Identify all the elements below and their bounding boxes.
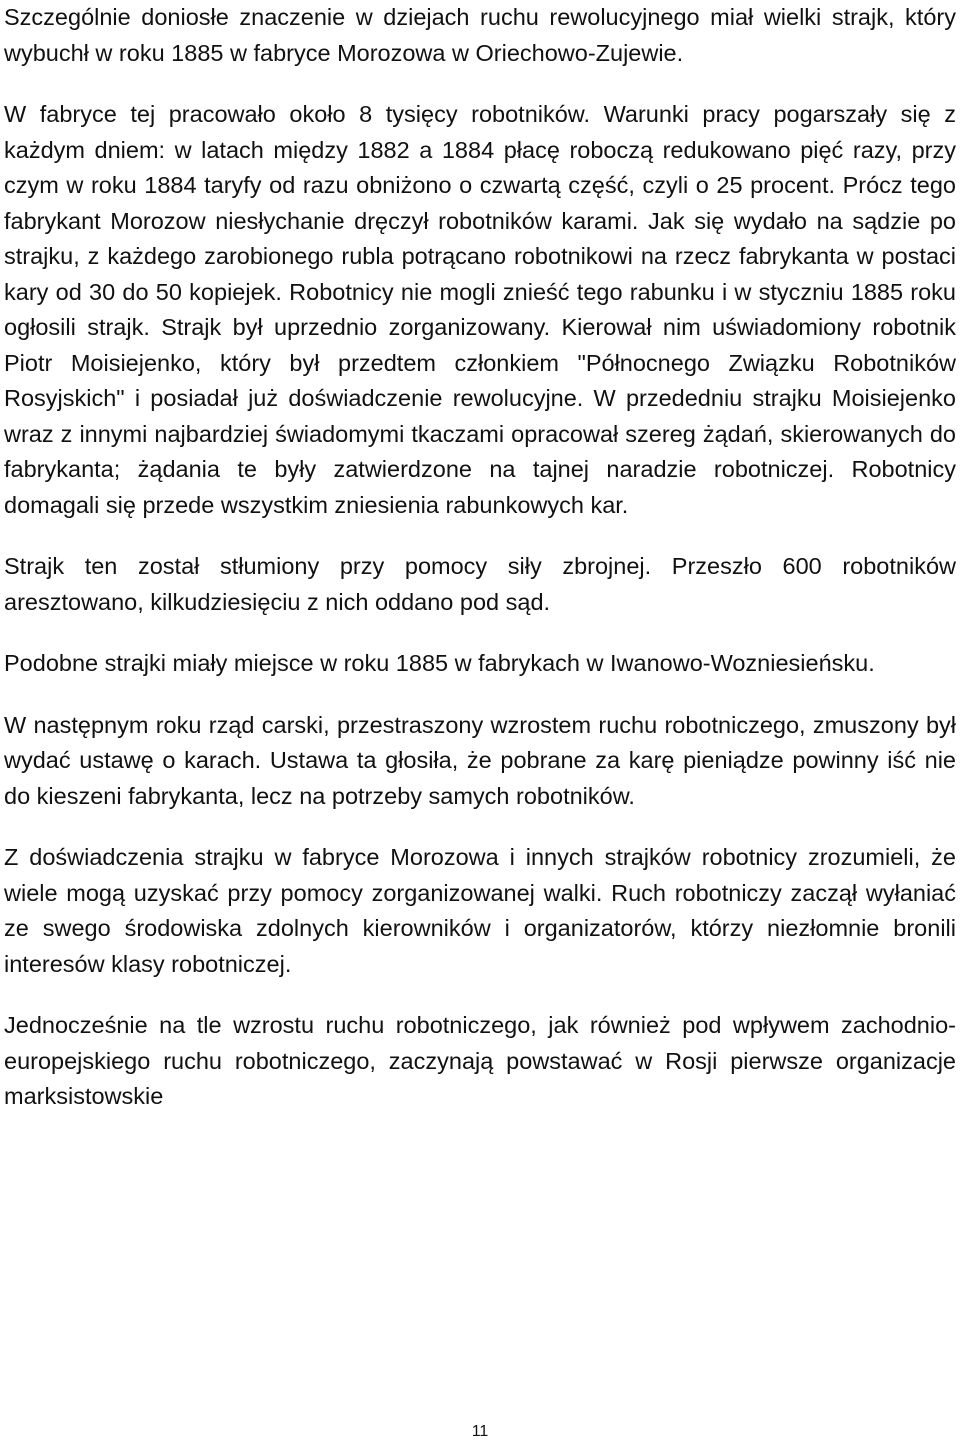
paragraph-gap (4, 682, 956, 708)
paragraph-gap (4, 814, 956, 840)
paragraph-marxist-organizations: Jednocześnie na tle wzrostu ruchu robotniczego, jak również pod wpływem zachodnio-europejskiego ruchu robotniczego, zaczynają powstawać w Rosji pierwsze organizacje marksistowskie (4, 1012, 956, 1109)
paragraph-organized-struggle: Z doświadczenia strajku w fabryce Morozowa i innych strajków robotnicy zrozumieli, że wiele mogą uzyskać przy pomocy zorganizowanej walki. Ruch robotniczy zaczął wyłaniać ze swego środowiska zdolnych kierowników i organizatorów, którzy niezłomnie bronili interesów klasy robotniczej. (4, 844, 956, 977)
paragraph-gap (4, 982, 956, 1008)
document-page (4, 0, 956, 1115)
paragraph-gap (4, 71, 956, 97)
paragraph-similar-strikes: Podobne strajki miały miejsce w roku 1885 w fabrykach w Iwanowo-Wozniesieńsku. (4, 650, 875, 676)
paragraph-morozov-strike-intro: Szczególnie doniosłe znaczenie w dziejach ruchu rewolucyjnego miał wielki strajk, który wybuchł w roku 1885 w fabryce Morozowa w Oriechowo-Zujewie. (4, 4, 956, 66)
paragraph-strike-suppressed: Strajk ten został stłumiony przy pomocy siły zbrojnej. Przeszło 600 robotników aresztowano, kilkudziesięciu z nich oddano pod sąd. (4, 553, 956, 615)
paragraph-working-conditions: W fabryce tej pracowało około 8 tysięcy robotników. Warunki pracy pogarszały się z każdym dniem: w latach między 1882 a 1884 płacę roboczą redukowano pięć razy, przy czym w roku 1884 taryfy od razu obniżono o czwartą część, czyli o 25 procent. Prócz tego fabrykant Morozow niesłychanie dręczył robotników karami. Jak się wydało na sądzie po strajku, z każdego zarobionego rubla potrącano robotnikowi na rzecz fabrykanta w postaci kary od 30 do 50 kopiejek. Robotnicy nie mogli znieść tego rabunku i w styczniu 1885 roku ogłosili strajk. Strajk był uprzednio zorganizowany. Kierował nim uświadomiony robotnik Piotr Moisiejenko, który był przedtem członkiem "Północnego Związku Robotników Rosyjskich" i posiadał już doświadczenie rewolucyjne. W przededniu strajku Moisiejenko wraz z innymi najbardziej świadomymi tkaczami opracował szereg żądań, skierowanych do fabrykanta; żądania te były zatwierdzone na tajnej naradzie robotniczej. Robotnicy domagali się przede wszystkim zniesienia rabunkowych kar. (4, 101, 956, 518)
page-number: 11 (471, 1423, 489, 1440)
paragraph-gap (4, 523, 956, 549)
paragraph-gap (4, 620, 956, 646)
paragraph-fines-law: W następnym roku rząd carski, przestraszony wzrostem ruchu robotniczego, zmuszony był wydać ustawę o karach. Ustawa ta głosiła, że pobrane za karę pieniądze powinny iść nie do kieszeni fabrykanta, lecz na potrzeby samych robotników. (4, 711, 956, 809)
